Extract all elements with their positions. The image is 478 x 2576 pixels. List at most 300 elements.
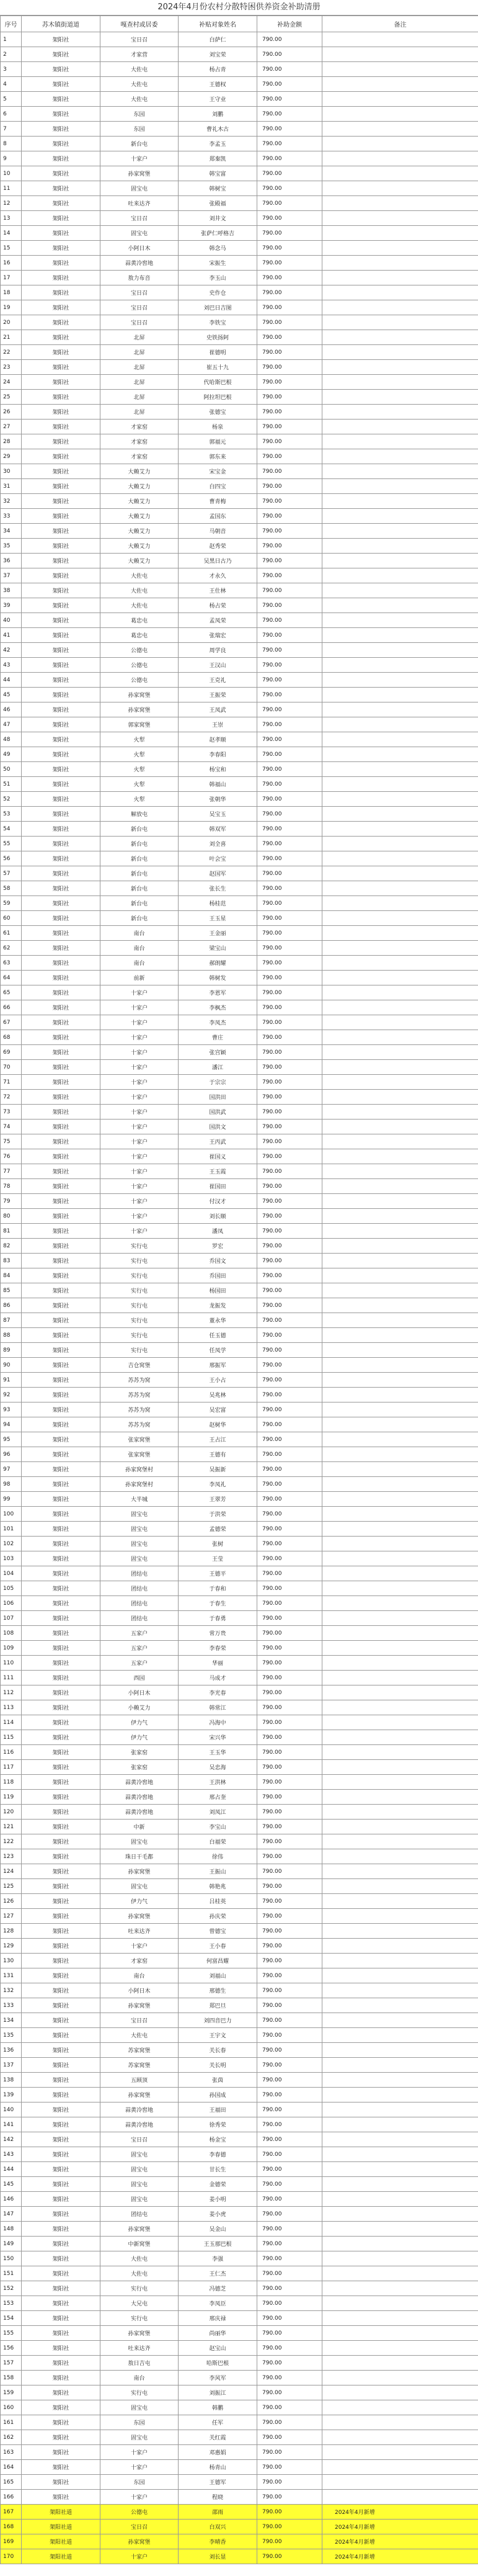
table-row [1,598,478,613]
cell-remarks [322,1760,478,1775]
cell-town: 架阳社 [22,2013,100,2028]
cell-town: 架阳社 [22,2117,100,2132]
cell-village: 葛忠屯 [100,613,179,628]
cell-town: 架阳社 [22,1864,100,1879]
cell-recipient-name: 孙国成 [179,2088,257,2103]
cell-village: 团结屯 [100,1581,179,1596]
cell-amount: 790.00 [257,2281,322,2296]
cell-town: 架阳社 [22,1194,100,1209]
cell-town: 架阳社 [22,732,100,747]
cell-recipient-name: 哈斯巴根 [179,2356,257,2371]
cell-recipient-name: 刘鹏 [179,107,257,122]
cell-village: 孙家窝堡 [100,2222,179,2237]
cell-town: 架阳社 [22,658,100,673]
cell-village: 实行屯 [100,1283,179,1298]
table-row [1,47,478,62]
cell-recipient-name: 崔国田 [179,1179,257,1194]
cell-remarks: 2024年4月新增 [322,2549,478,2564]
cell-recipient-name: 王玉霞 [179,1164,257,1179]
cell-amount: 790.00 [257,2117,322,2132]
cell-index: 69 [1,1045,22,1060]
cell-town: 架阳社 [22,62,100,77]
table-row [1,1775,478,1790]
cell-index: 6 [1,107,22,122]
cell-town: 架阳社 [22,345,100,360]
cell-village: 十家户 [100,985,179,1000]
cell-amount: 790.00 [257,941,322,956]
cell-recipient-name: 王翠芳 [179,1492,257,1507]
cell-index: 35 [1,539,22,554]
cell-remarks [322,1864,478,1879]
cell-remarks [322,1313,478,1328]
cell-remarks [322,956,478,971]
cell-village: 苏苏为窝 [100,1402,179,1417]
cell-town: 架阳社 [22,1849,100,1864]
cell-index: 73 [1,1105,22,1120]
cell-remarks [322,1075,478,1090]
cell-recipient-name: 姜小明 [179,2192,257,2207]
cell-remarks [322,971,478,985]
table-row [1,1120,478,1134]
table-row [1,1611,478,1626]
cell-index: 86 [1,1298,22,1313]
table-row [1,2415,478,2430]
cell-village: 蒜黄冷窖地 [100,1805,179,1820]
cell-index: 118 [1,1775,22,1790]
cell-remarks [322,2326,478,2341]
cell-index: 41 [1,628,22,643]
cell-index: 37 [1,568,22,583]
cell-town: 架阳社 [22,1894,100,1909]
cell-remarks [322,2341,478,2356]
cell-index: 133 [1,1998,22,2013]
cell-index: 165 [1,2475,22,2490]
cell-remarks [322,47,478,62]
table-row [1,688,478,702]
cell-remarks [322,2028,478,2043]
cell-index: 108 [1,1626,22,1641]
cell-town: 架阳社 [22,2222,100,2237]
table-row [1,1462,478,1477]
cell-amount: 790.00 [257,1090,322,1105]
table-row [1,1566,478,1581]
cell-amount: 790.00 [257,107,322,122]
table-row [1,509,478,524]
cell-index: 39 [1,598,22,613]
cell-village: 实行屯 [100,2281,179,2296]
cell-recipient-name: 韩宝富 [179,166,257,181]
cell-recipient-name: 于洪荣 [179,1507,257,1522]
table-row [1,926,478,941]
cell-remarks [322,1402,478,1417]
cell-remarks [322,702,478,717]
cell-recipient-name: 白萨仁 [179,32,257,47]
cell-amount: 790.00 [257,896,322,911]
cell-village: 南台 [100,956,179,971]
cell-village: 火犁 [100,777,179,792]
cell-remarks [322,1939,478,1954]
cell-index: 11 [1,181,22,196]
table-row [1,2430,478,2445]
cell-amount: 790.00 [257,554,322,568]
cell-village: 孙家窝堡 [100,166,179,181]
cell-amount: 790.00 [257,1909,322,1924]
cell-remarks [322,1790,478,1805]
cell-town: 架阳社 [22,434,100,449]
cell-amount: 790.00 [257,1462,322,1477]
cell-index: 23 [1,360,22,375]
cell-recipient-name: 王宇文 [179,2028,257,2043]
cell-town: 架阳社 [22,32,100,47]
cell-recipient-name: 李春德 [179,2147,257,2162]
cell-remarks [322,1849,478,1864]
cell-village: 十家户 [100,1075,179,1090]
table-row [1,583,478,598]
cell-index: 92 [1,1388,22,1402]
cell-village: 中新窝堡 [100,2237,179,2251]
cell-town: 架阳社 [22,1268,100,1283]
cell-town: 架阳社 [22,1611,100,1626]
cell-town: 架阳社 [22,375,100,390]
cell-index: 8 [1,137,22,151]
table-row [1,1015,478,1030]
cell-recipient-name: 邢占奎 [179,1790,257,1805]
table-row [1,851,478,866]
table-row [1,1924,478,1939]
cell-town: 架阳社 [22,1134,100,1149]
cell-town: 架阳社 [22,1045,100,1060]
cell-amount: 790.00 [257,688,322,702]
cell-recipient-name: 刘全喜 [179,837,257,851]
cell-amount: 790.00 [257,926,322,941]
cell-remarks [322,524,478,539]
cell-town: 架阳社 [22,971,100,985]
table-row [1,1820,478,1834]
table-row [1,2341,478,2356]
cell-town: 架阳社 [22,2326,100,2341]
cell-amount: 790.00 [257,330,322,345]
cell-amount: 790.00 [257,1477,322,1492]
cell-index: 153 [1,2296,22,2311]
cell-town: 架阳社 [22,1373,100,1388]
cell-recipient-name: 叶会宝 [179,851,257,866]
cell-town: 架阳社 [22,956,100,971]
cell-remarks [322,1715,478,1730]
cell-index: 129 [1,1939,22,1954]
cell-village: 才家营 [100,47,179,62]
table-row [1,2117,478,2132]
cell-amount: 790.00 [257,881,322,896]
cell-remarks [322,2296,478,2311]
cell-remarks [322,1820,478,1834]
cell-recipient-name: 刘长顺 [179,1209,257,1224]
table-row [1,747,478,762]
cell-amount: 790.00 [257,1730,322,1745]
table-row [1,702,478,717]
cell-index: 62 [1,941,22,956]
cell-amount: 790.00 [257,2341,322,2356]
cell-recipient-name: 李恩军 [179,985,257,1000]
cell-index: 113 [1,1700,22,1715]
cell-town: 架阳社 [22,1149,100,1164]
cell-village: 实行屯 [100,1254,179,1268]
cell-village: 十家户 [100,2445,179,2460]
cell-recipient-name: 韩树发 [179,971,257,985]
cell-remarks [322,2222,478,2237]
cell-village: 大赖艾力 [100,464,179,479]
cell-amount: 790.00 [257,1045,322,1060]
cell-index: 21 [1,330,22,345]
cell-village: 孙家窝堡 [100,2088,179,2103]
cell-village: 实行屯 [100,1268,179,1283]
cell-town: 架阳社 [22,315,100,330]
cell-town: 架阳社 [22,2073,100,2088]
cell-recipient-name: 宋兴华 [179,1730,257,1745]
cell-town: 架阳社 [22,2207,100,2222]
cell-remarks [322,1432,478,1447]
cell-amount: 790.00 [257,1626,322,1641]
cell-village: 宝日召 [100,211,179,226]
cell-town: 架阳社 [22,1626,100,1641]
cell-village: 解放屯 [100,807,179,822]
cell-amount: 790.00 [257,2177,322,2192]
cell-recipient-name: 赵国军 [179,866,257,881]
cell-village: 蒜黄冷窖地 [100,2117,179,2132]
table-row [1,1432,478,1447]
table-row [1,2534,478,2549]
cell-remarks [322,732,478,747]
cell-village: 东园 [100,122,179,137]
table-row [1,732,478,747]
table-row [1,1030,478,1045]
cell-village: 小阿日木 [100,241,179,256]
cell-recipient-name: 王莹 [179,1551,257,1566]
cell-remarks [322,1507,478,1522]
cell-amount: 790.00 [257,62,322,77]
cell-recipient-name: 于宗宗 [179,1075,257,1090]
table-row [1,956,478,971]
cell-recipient-name: 刘长显 [179,2549,257,2564]
cell-recipient-name: 马朝音 [179,524,257,539]
cell-amount: 790.00 [257,1537,322,1551]
cell-recipient-name: 韩福山 [179,777,257,792]
cell-village: 南台 [100,926,179,941]
cell-recipient-name: 潘江 [179,1060,257,1075]
cell-village: 吐来达齐 [100,2341,179,2356]
cell-recipient-name: 韩鹏 [179,2400,257,2415]
cell-amount: 790.00 [257,851,322,866]
cell-amount: 790.00 [257,211,322,226]
cell-remarks [322,360,478,375]
cell-town: 架阳社 [22,1283,100,1298]
cell-amount: 790.00 [257,2013,322,2028]
cell-remarks [322,807,478,822]
cell-remarks [322,1254,478,1268]
cell-town: 架阳社 [22,1998,100,2013]
cell-village: 实行屯 [100,1298,179,1313]
cell-village: 中新 [100,1820,179,1834]
cell-town: 架阳社 [22,1760,100,1775]
table-row [1,1537,478,1551]
cell-index: 151 [1,2266,22,2281]
cell-index: 26 [1,405,22,420]
cell-village: 才家窑 [100,1954,179,1968]
cell-recipient-name: 冯海中 [179,1715,257,1730]
cell-index: 49 [1,747,22,762]
cell-amount: 790.00 [257,1983,322,1998]
cell-town: 架阳社 [22,1477,100,1492]
cell-recipient-name: 张瑞宏 [179,628,257,643]
cell-index: 115 [1,1730,22,1745]
cell-amount: 790.00 [257,1000,322,1015]
cell-remarks [322,941,478,956]
cell-remarks [322,658,478,673]
cell-village: 固宝屯 [100,1507,179,1522]
cell-index: 116 [1,1745,22,1760]
cell-index: 65 [1,985,22,1000]
cell-village: 实行屯 [100,2385,179,2400]
cell-village: 伊力气 [100,1894,179,1909]
cell-remarks [322,1209,478,1224]
table-row [1,345,478,360]
cell-town: 架阳社 [22,628,100,643]
cell-recipient-name: 代哈斯巴根 [179,375,257,390]
cell-village: 固宝屯 [100,2147,179,2162]
cell-town: 架阳社 [22,1105,100,1120]
table-row [1,1492,478,1507]
cell-remarks [322,122,478,137]
cell-index: 64 [1,971,22,985]
cell-amount: 790.00 [257,2147,322,2162]
table-row [1,196,478,211]
cell-village: 宝日召 [100,32,179,47]
cell-recipient-name: 乔国田 [179,1268,257,1283]
table-row [1,1894,478,1909]
table-row [1,166,478,181]
cell-recipient-name: 杨占荣 [179,598,257,613]
table-row [1,1402,478,1417]
cell-recipient-name: 徐秀荣 [179,2117,257,2132]
cell-recipient-name: 李风军 [179,2371,257,2385]
cell-index: 101 [1,1522,22,1537]
cell-recipient-name: 付汉才 [179,1194,257,1209]
cell-amount: 790.00 [257,1581,322,1596]
cell-index: 167 [1,2505,22,2520]
cell-remarks [322,77,478,92]
cell-remarks [322,2266,478,2281]
cell-amount: 790.00 [257,1209,322,1224]
table-row [1,628,478,643]
cell-index: 168 [1,2520,22,2534]
cell-recipient-name: 李春阳 [179,747,257,762]
cell-remarks [322,851,478,866]
cell-village: 固宝屯 [100,2177,179,2192]
cell-remarks [322,434,478,449]
cell-amount: 790.00 [257,92,322,107]
cell-village: 蒜黄冷窖地 [100,1790,179,1805]
cell-recipient-name: 程晓 [179,2490,257,2505]
cell-amount: 790.00 [257,1328,322,1343]
cell-amount: 790.00 [257,77,322,92]
cell-index: 139 [1,2088,22,2103]
cell-recipient-name: 李铁宝 [179,315,257,330]
cell-recipient-name: 孟德荣 [179,1522,257,1537]
cell-town: 架阳社道 [22,2549,100,2564]
cell-town: 架阳社 [22,2311,100,2326]
cell-town: 架阳社 [22,822,100,837]
cell-amount: 790.00 [257,2043,322,2058]
cell-index: 3 [1,62,22,77]
cell-recipient-name: 孟凤荣 [179,613,257,628]
table-row [1,911,478,926]
cell-remarks [322,2132,478,2147]
cell-amount: 790.00 [257,2266,322,2281]
cell-recipient-name: 于春勇 [179,1611,257,1626]
cell-town: 架阳社 [22,792,100,807]
table-row [1,1581,478,1596]
cell-index: 127 [1,1909,22,1924]
cell-town: 架阳社 [22,1641,100,1656]
cell-amount: 790.00 [257,2505,322,2520]
cell-village: 北屏 [100,345,179,360]
cell-recipient-name: 王丙武 [179,1134,257,1149]
cell-town: 架阳社 [22,1432,100,1447]
cell-remarks [322,1373,478,1388]
cell-town: 架阳社 [22,1254,100,1268]
cell-village: 五家户 [100,1641,179,1656]
cell-index: 85 [1,1283,22,1298]
cell-village: 十家户 [100,2490,179,2505]
cell-town: 架阳社 [22,1581,100,1596]
cell-recipient-name: 王德权 [179,77,257,92]
cell-recipient-name: 曹青梅 [179,494,257,509]
cell-town: 架阳社 [22,1492,100,1507]
cell-amount: 790.00 [257,1939,322,1954]
cell-remarks [322,271,478,285]
cell-recipient-name: 郭东来 [179,449,257,464]
cell-village: 十家户 [100,151,179,166]
cell-recipient-name: 国洪田 [179,1090,257,1105]
table-row [1,985,478,1000]
cell-recipient-name: 李凤臣 [179,2296,257,2311]
cell-village: 吐来达齐 [100,1924,179,1939]
cell-remarks [322,494,478,509]
cell-remarks [322,1477,478,1492]
cell-index: 166 [1,2490,22,2505]
table-row [1,1909,478,1924]
cell-index: 12 [1,196,22,211]
cell-remarks [322,1134,478,1149]
cell-remarks [322,181,478,196]
cell-town: 架阳社 [22,2460,100,2475]
cell-index: 81 [1,1224,22,1239]
cell-village: 敖力布音 [100,271,179,285]
cell-village: 固宝屯 [100,181,179,196]
cell-remarks [322,285,478,300]
cell-remarks [322,464,478,479]
cell-recipient-name: 乔国文 [179,1254,257,1268]
cell-town: 架阳社 [22,941,100,956]
cell-town: 架阳社 [22,1671,100,1685]
cell-recipient-name: 白双兴 [179,2520,257,2534]
cell-amount: 790.00 [257,1522,322,1537]
cell-recipient-name: 张殿福 [179,196,257,211]
cell-index: 125 [1,1879,22,1894]
cell-remarks [322,420,478,434]
cell-town: 架阳社 [22,1834,100,1849]
table-row [1,77,478,92]
cell-remarks [322,643,478,658]
